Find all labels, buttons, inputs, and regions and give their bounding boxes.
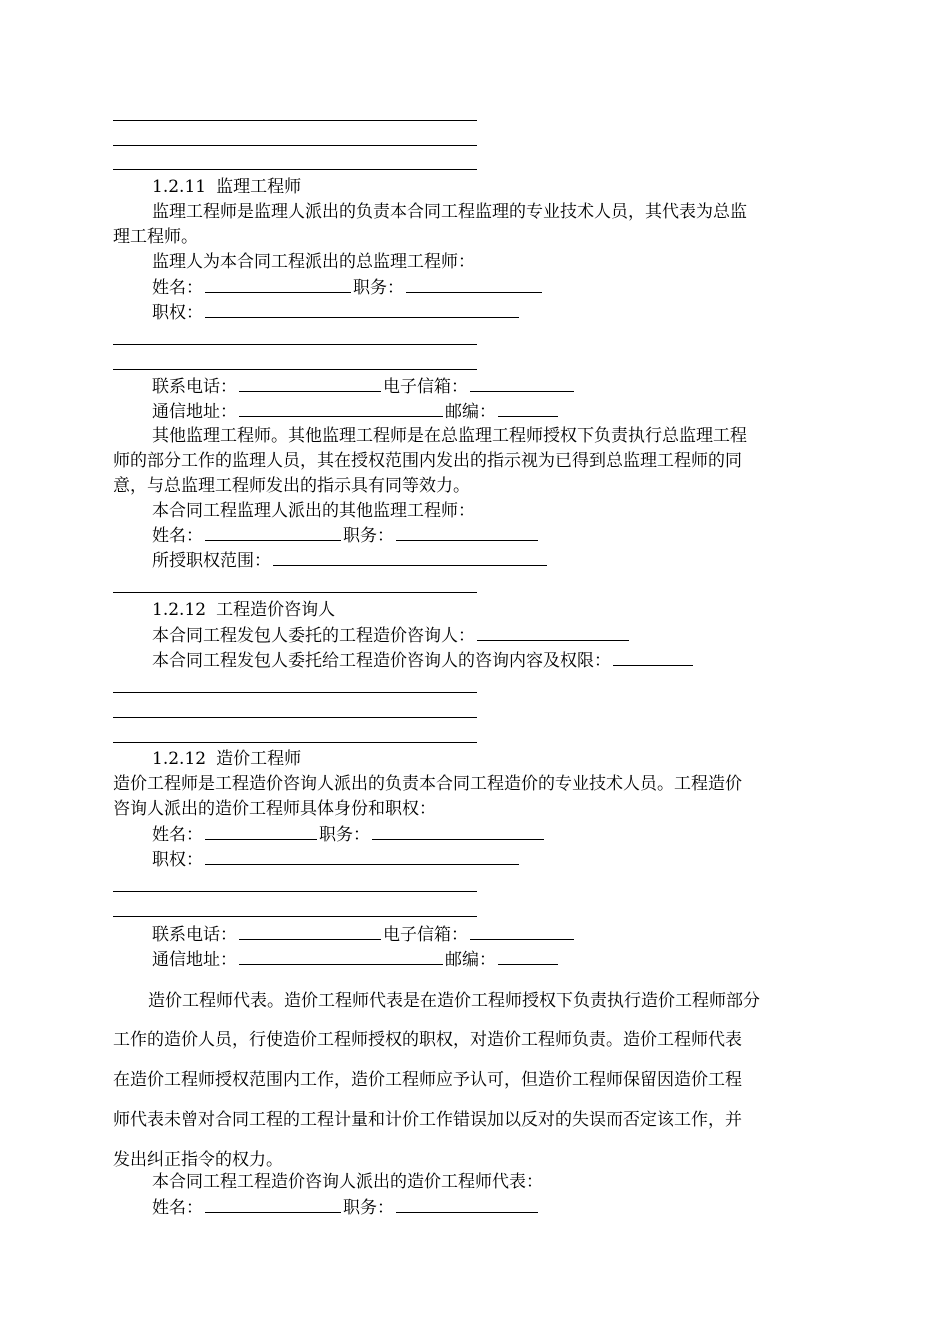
section-heading-1-2-12-engineer: 1.2.12 造价工程师: [152, 749, 302, 769]
address-row: 通信地址： 邮编：: [0, 399, 950, 424]
authority-row: 职权：: [0, 300, 950, 325]
title-blank[interactable]: [372, 822, 544, 840]
paragraph-line: 工作的造价人员，行使造价工程师授权的职权，对造价工程师负责。造价工程师代表: [113, 1030, 742, 1050]
address-blank[interactable]: [239, 947, 443, 965]
paragraph-line: 咨询人派出的造价工程师具体身份和职权：: [113, 799, 436, 819]
section-heading-1-2-12-consultant: 1.2.12 工程造价咨询人: [152, 600, 336, 620]
postcode-blank[interactable]: [498, 947, 558, 965]
paragraph-line: 在造价工程师授权范围内工作，造价工程师应予认可，但造价工程师保留因造价工程: [113, 1070, 742, 1090]
name-blank[interactable]: [205, 1195, 341, 1213]
blank-line[interactable]: [113, 369, 477, 370]
phone-blank[interactable]: [239, 374, 381, 392]
contact-row: 联系电话： 电子信箱：: [0, 374, 950, 399]
address-blank[interactable]: [239, 399, 443, 417]
paragraph-line: 理工程师。: [113, 227, 198, 247]
postcode-blank[interactable]: [498, 399, 558, 417]
name-blank[interactable]: [205, 523, 341, 541]
blank-line[interactable]: [113, 916, 477, 917]
title-blank[interactable]: [406, 275, 542, 293]
scope-blank[interactable]: [273, 548, 547, 566]
paragraph-line: 师代表未曾对合同工程的工程计量和计价工作错误加以反对的失误而否定该工作，并: [113, 1110, 742, 1130]
authority-blank[interactable]: [205, 847, 519, 865]
consultant-row: 本合同工程发包人委托的工程造价咨询人：: [0, 623, 950, 648]
email-blank[interactable]: [470, 922, 574, 940]
consultant-blank[interactable]: [477, 623, 629, 641]
paragraph-line: 造价工程师代表。造价工程师代表是在造价工程师授权下负责执行造价工程师部分: [148, 991, 760, 1011]
name-title-row: 姓名： 职务：: [0, 275, 950, 300]
paragraph-line: 监理人为本合同工程派出的总监理工程师：: [152, 252, 475, 272]
paragraph-line: 造价工程师是工程造价咨询人派出的负责本合同工程造价的专业技术人员。工程造价: [113, 774, 742, 794]
paragraph-line: 师的部分工作的监理人员，其在授权范围内发出的指示视为已得到总监理工程师的同: [113, 451, 742, 471]
paragraph-line: 监理工程师是监理人派出的负责本合同工程监理的专业技术人员，其代表为总监: [152, 202, 747, 222]
authority-blank[interactable]: [205, 300, 519, 318]
name-title-row: 姓名： 职务：: [0, 1195, 950, 1220]
blank-line[interactable]: [113, 891, 477, 892]
paragraph-line: 本合同工程监理人派出的其他监理工程师：: [152, 501, 475, 521]
title-blank[interactable]: [396, 1195, 538, 1213]
name-title-row: 姓名： 职务：: [0, 523, 950, 548]
address-row: 通信地址： 邮编：: [0, 947, 950, 972]
blank-line[interactable]: [113, 692, 477, 693]
paragraph-line: 其他监理工程师。其他监理工程师是在总监理工程师授权下负责执行总监理工程: [152, 426, 747, 446]
blank-line[interactable]: [113, 344, 477, 345]
section-heading-1-2-11: 1.2.11 监理工程师: [152, 177, 302, 197]
paragraph-line: 发出纠正指令的权力。: [113, 1150, 283, 1170]
authority-row: 职权：: [0, 847, 950, 872]
blank-line[interactable]: [113, 592, 477, 593]
consult-scope-row: 本合同工程发包人委托给工程造价咨询人的咨询内容及权限：: [0, 648, 950, 673]
title-blank[interactable]: [396, 523, 538, 541]
blank-line[interactable]: [113, 717, 477, 718]
paragraph-line: 意，与总监理工程师发出的指示具有同等效力。: [113, 476, 470, 496]
blank-line[interactable]: [113, 742, 477, 743]
blank-line[interactable]: [113, 169, 477, 170]
paragraph-line: 本合同工程工程造价咨询人派出的造价工程师代表：: [152, 1172, 543, 1192]
name-title-row: 姓名： 职务：: [0, 822, 950, 847]
contact-row: 联系电话： 电子信箱：: [0, 922, 950, 947]
blank-line[interactable]: [113, 145, 477, 146]
scope-row: 所授职权范围：: [0, 548, 950, 573]
blank-line[interactable]: [113, 120, 477, 121]
consult-scope-blank[interactable]: [613, 648, 693, 666]
phone-blank[interactable]: [239, 922, 381, 940]
email-blank[interactable]: [470, 374, 574, 392]
name-blank[interactable]: [205, 822, 317, 840]
name-blank[interactable]: [205, 275, 351, 293]
